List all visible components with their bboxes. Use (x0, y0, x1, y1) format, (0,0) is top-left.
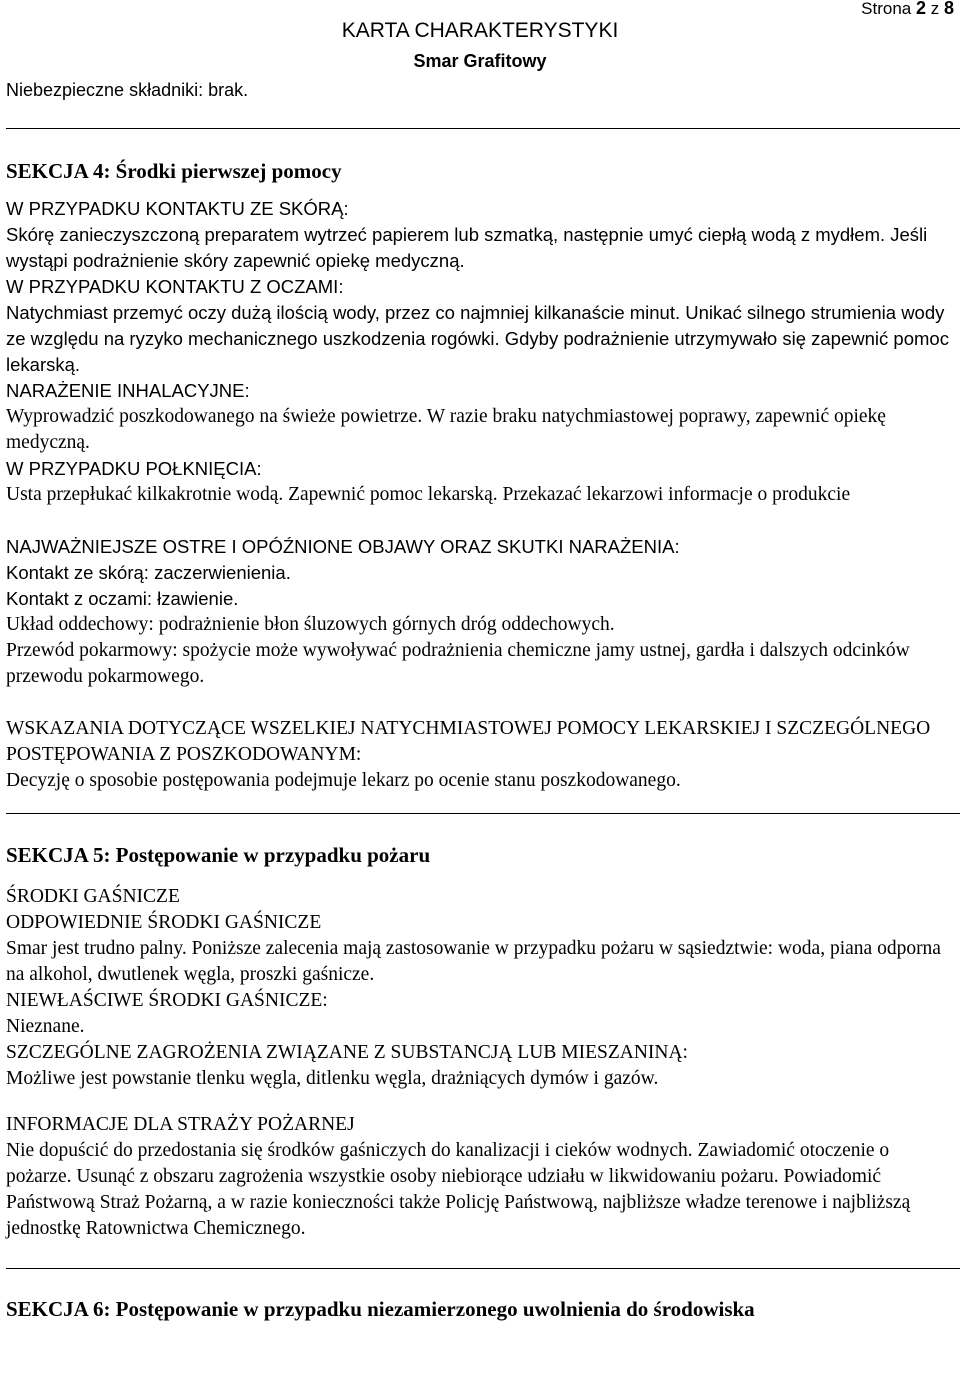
medical-attention-heading: WSKAZANIA DOTYCZĄCE WSZELKIEJ NATYCHMIASTOWEJ POMOCY LEKARSKIEJ I SZCZEGÓLNEGO POSTĘPOWANIA Z POSZKODOWANYM: (6, 718, 931, 765)
divider (6, 1268, 960, 1269)
hazardous-components: Niebezpieczne składniki: brak. (6, 80, 249, 100)
skin-contact-text: Skórę zanieczyszczoną preparatem wytrzeć papierem lub szmatką, następnie umyć ciepłą wodą z mydłem. Jeśli wystąpi podrażnienie skóry zapewnić opiekę medyczną. (6, 224, 928, 271)
medical-attention-text: Decyzję o sposobie postępowania podejmuje lekarz po ocenie stanu poszkodowanego. (6, 770, 681, 791)
page-total: 8 (943, 0, 954, 18)
ingestion-heading: W PRZYPADKU POŁKNIĘCIA: (6, 458, 262, 479)
divider (6, 128, 960, 129)
symptom-eyes: Kontakt z oczami: łzawienie. (6, 588, 239, 609)
inhalation-heading: NARAŻENIE INHALACYJNE: (6, 380, 250, 401)
section-6-title: SEKCJA 6: Postępowanie w przypadku niezamierzonego uwolnienia do środowiska (6, 1297, 755, 1321)
eye-contact-heading: W PRZYPADKU KONTAKTU Z OCZAMI: (6, 276, 344, 297)
page-label: Strona (861, 0, 912, 18)
document-title: KARTA CHARAKTERYSTYKI (341, 19, 619, 42)
section-4-title: SEKCJA 4: Środki pierwszej pomocy (6, 159, 342, 183)
eye-contact-text: Natychmiast przemyć oczy dużą ilością wody, przez co najmniej kilkanaście minut. Unikać silnego strumienia wody ze względu na ryzyko mechanicznego uszkodzenia rogówki. Gdyby podrażnienie utrzymywało się zapewnić pomoc lekarską. (6, 302, 949, 375)
page-current: 2 (916, 0, 927, 18)
suitable-media-text: Smar jest trudno palny. Poniższe zalecenia mają zastosowanie w przypadku pożaru w sąsiedztwie: woda, piana odporna na alkohol, dwutlenek węgla, proszki gaśnicze. (6, 938, 941, 985)
unsuitable-media-heading: NIEWŁAŚCIWE ŚRODKI GAŚNICZE: (6, 990, 328, 1011)
unsuitable-media-text: Nieznane. (6, 1016, 85, 1037)
inhalation-text: Wyprowadzić poszkodowanego na świeże powietrze. W razie braku natychmiastowej poprawy, zapewnić opiekę medyczną. (6, 406, 886, 453)
symptoms-heading: NAJWAŻNIEJSZE OSTRE I OPÓŹNIONE OBJAWY ORAZ SKUTKI NARAŻENIA: (6, 536, 680, 557)
page-of: z (930, 0, 940, 18)
skin-contact-heading: W PRZYPADKU KONTAKTU ZE SKÓRĄ: (6, 198, 349, 219)
suitable-media-heading: ODPOWIEDNIE ŚRODKI GAŚNICZE (6, 912, 322, 933)
ingestion-text: Usta przepłukać kilkakrotnie wodą. Zapewnić pomoc lekarską. Przekazać lekarzowi informacje o produkcie (6, 484, 851, 505)
product-name: Smar Grafitowy (413, 51, 547, 71)
special-hazards-text: Możliwe jest powstanie tlenku węgla, ditlenku węgla, drażniących dymów i gazów. (6, 1068, 659, 1089)
page-header (6, 0, 954, 108)
symptom-respiratory: Układ oddechowy: podrażnienie błon śluzowych górnych dróg oddechowych. (6, 614, 615, 635)
special-hazards-heading: SZCZEGÓLNE ZAGROŻENIA ZWIĄZANE Z SUBSTANCJĄ LUB MIESZANINĄ: (6, 1042, 688, 1063)
document-page (6, 0, 954, 1322)
section-5-title: SEKCJA 5: Postępowanie w przypadku pożaru (6, 843, 431, 867)
symptom-digestive: Przewód pokarmowy: spożycie może wywoływać podrażnienia chemiczne jamy ustnej, gardła i dalszych odcinków przewodu pokarmowego. (6, 640, 910, 687)
divider (6, 813, 960, 814)
extinguishing-media-heading: ŚRODKI GAŚNICZE (6, 886, 180, 907)
symptom-skin: Kontakt ze skórą: zaczerwienienia. (6, 562, 291, 583)
firefighters-heading: INFORMACJE DLA STRAŻY POŻARNEJ (6, 1114, 355, 1135)
firefighters-text: Nie dopuścić do przedostania się środków gaśniczych do kanalizacji i cieków wodnych. Zawiadomić otoczenie o pożarze. Usunąć z obszaru zagrożenia wszystkie osoby niebiorące udziału w likwidowaniu pożaru. Powiadomić Państwową Straż Pożarną, a w razie konieczności także Policję Państwową, najbliższe władze terenowe i najbliższą jednostkę Ratownictwa Chemicznego. (6, 1140, 911, 1239)
